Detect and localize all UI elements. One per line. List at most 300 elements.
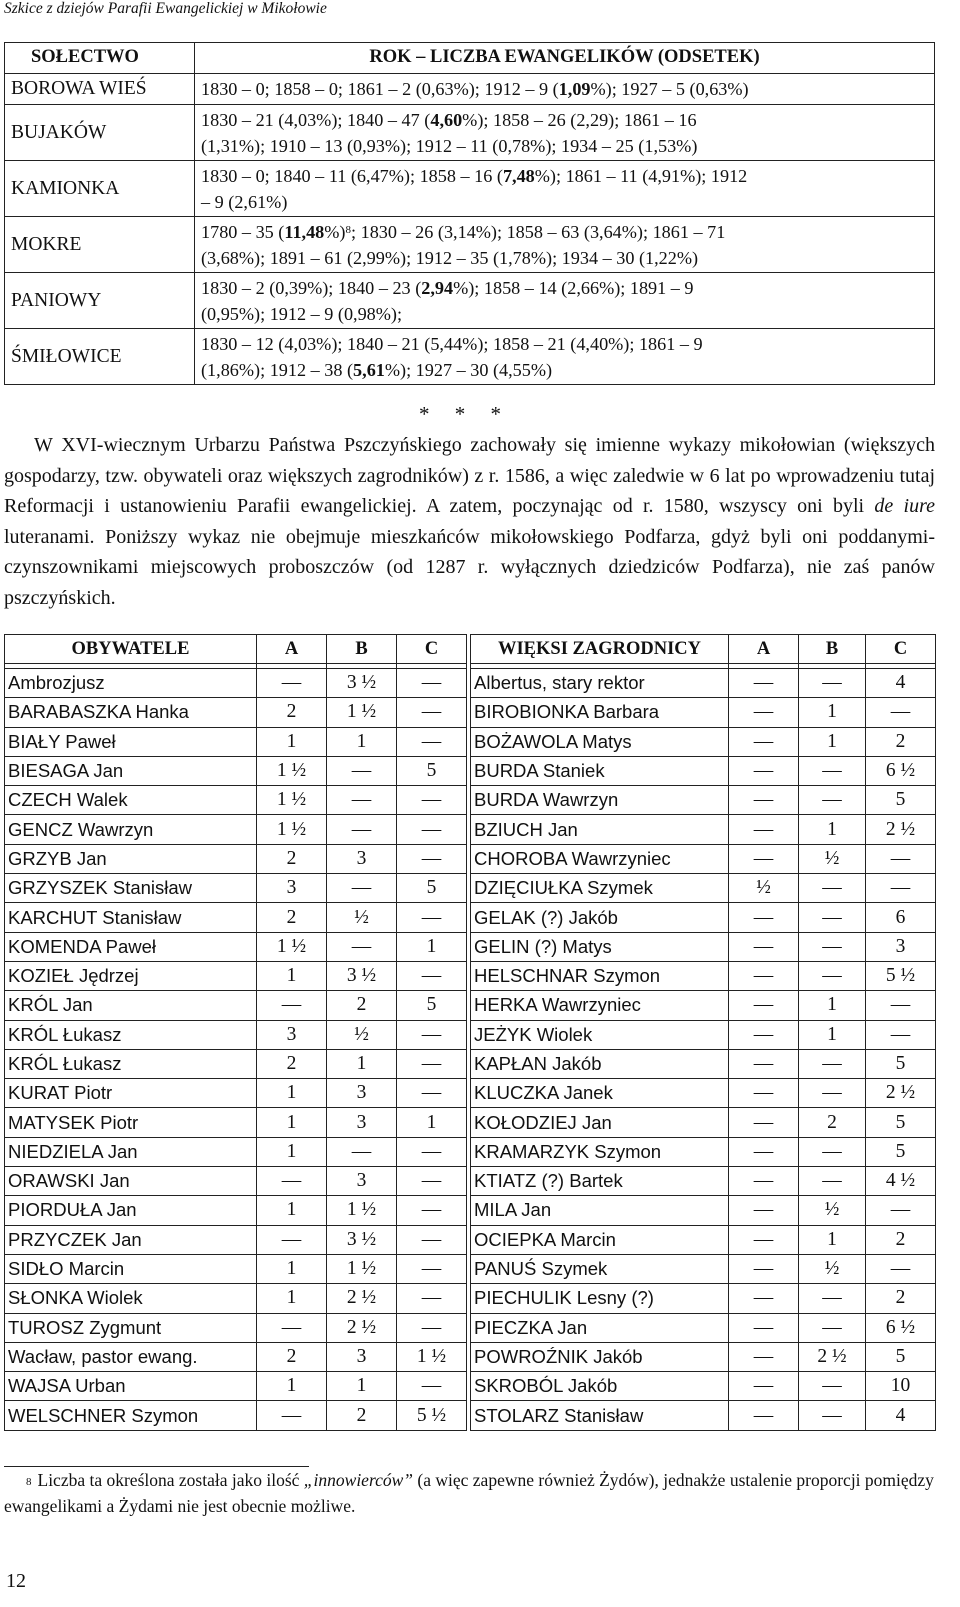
village-name: MOKRE xyxy=(5,217,195,273)
citizen-row xyxy=(5,1254,467,1283)
citizen-value-b: 1 xyxy=(327,1372,397,1401)
citizen-value-c: — xyxy=(397,903,467,932)
smallholder-value-c: — xyxy=(866,1196,936,1225)
smallholder-value-b: — xyxy=(799,903,866,932)
village-name: ŚMIŁOWICE xyxy=(5,329,195,385)
citizen-row xyxy=(5,1108,467,1137)
smallholder-value-b: — xyxy=(799,1313,866,1342)
citizen-header-b: B xyxy=(327,635,397,664)
smallholder-value-a: — xyxy=(729,1313,799,1342)
footnote xyxy=(4,1467,934,1519)
citizen-name: KRÓL Łukasz xyxy=(5,1049,257,1078)
village-values: 1830 – 2 (0,39%); 1840 – 23 (2,94%); 1858 – 14 (2,66%); 1891 – 9 (0,95%); 1912 – 9 (0,98%); xyxy=(195,273,935,329)
citizen-value-b: 1 ½ xyxy=(327,1196,397,1225)
smallholder-name: PIECHULIK Lesny (?) xyxy=(471,1284,729,1313)
citizen-value-b: 3 xyxy=(327,1079,397,1108)
smallholder-value-a: — xyxy=(729,1049,799,1078)
smallholder-name: HERKA Wawrzyniec xyxy=(471,991,729,1020)
citizen-name: WELSCHNER Szymon xyxy=(5,1401,257,1430)
smallholder-name: DZIĘCIUŁKA Szymek xyxy=(471,874,729,903)
citizen-value-c: 5 xyxy=(397,991,467,1020)
citizen-value-c: — xyxy=(397,1020,467,1049)
citizen-value-a: 1 xyxy=(257,1372,327,1401)
citizen-value-b: 1 ½ xyxy=(327,1254,397,1283)
smallholder-value-b: — xyxy=(799,961,866,990)
citizen-value-c: — xyxy=(397,844,467,873)
citizen-row xyxy=(5,669,467,698)
citizen-name: KOZIEŁ Jędrzej xyxy=(5,961,257,990)
citizen-value-a: 3 xyxy=(257,874,327,903)
citizen-row xyxy=(5,1167,467,1196)
smallholder-row xyxy=(471,756,936,785)
smallholders-header-row xyxy=(471,635,936,664)
village-name: BUJAKÓW xyxy=(5,105,195,161)
smallholder-value-b: — xyxy=(799,1049,866,1078)
citizen-value-b: 3 xyxy=(327,1108,397,1137)
smallholder-value-b: — xyxy=(799,1079,866,1108)
smallholder-value-a: — xyxy=(729,1372,799,1401)
citizen-value-b: 3 ½ xyxy=(327,1225,397,1254)
citizen-value-a: 1 ½ xyxy=(257,786,327,815)
citizen-value-c: 5 ½ xyxy=(397,1401,467,1430)
smallholder-row xyxy=(471,815,936,844)
smallholder-value-b: — xyxy=(799,786,866,815)
smallholder-name: PANUŚ Szymek xyxy=(471,1254,729,1283)
smallholder-value-b: — xyxy=(799,1284,866,1313)
citizen-header-name: OBYWATELE xyxy=(5,635,257,664)
citizen-value-c: 5 xyxy=(397,874,467,903)
citizen-name: Wacław, pastor ewang. xyxy=(5,1342,257,1371)
smallholder-value-b: — xyxy=(799,1401,866,1430)
smallholder-value-a: — xyxy=(729,1020,799,1049)
smallholder-header-b: B xyxy=(799,635,866,664)
smallholder-value-c: 5 xyxy=(866,1137,936,1166)
smallholder-value-c: 2 ½ xyxy=(866,815,936,844)
smallholder-value-b: 1 xyxy=(799,727,866,756)
citizen-value-a: 1 xyxy=(257,1284,327,1313)
smallholder-value-a: — xyxy=(729,727,799,756)
smallholder-value-a: — xyxy=(729,1167,799,1196)
smallholder-row xyxy=(471,1049,936,1078)
smallholder-value-c: — xyxy=(866,874,936,903)
smallholder-value-a: — xyxy=(729,786,799,815)
column-header-village: SOŁECTWO xyxy=(5,43,195,74)
citizen-value-b: 3 ½ xyxy=(327,669,397,698)
citizen-value-b: — xyxy=(327,815,397,844)
smallholder-value-a: — xyxy=(729,932,799,961)
page-number: 12 xyxy=(6,1570,26,1592)
citizen-name: ORAWSKI Jan xyxy=(5,1167,257,1196)
citizen-row xyxy=(5,1225,467,1254)
citizen-header-a: A xyxy=(257,635,327,664)
smallholder-row xyxy=(471,669,936,698)
citizen-value-b: — xyxy=(327,786,397,815)
smallholder-row xyxy=(471,1313,936,1342)
citizen-row xyxy=(5,1401,467,1430)
citizen-row xyxy=(5,1137,467,1166)
smallholder-name: SKROBÓL Jakób xyxy=(471,1372,729,1401)
smallholder-row xyxy=(471,1167,936,1196)
smallholder-name: KTIATZ (?) Bartek xyxy=(471,1167,729,1196)
smallholder-value-c: 2 xyxy=(866,1225,936,1254)
citizen-value-b: — xyxy=(327,932,397,961)
smallholder-row xyxy=(471,727,936,756)
smallholder-value-c: 5 xyxy=(866,786,936,815)
citizen-value-b: 3 ½ xyxy=(327,961,397,990)
citizen-name: BARABASZKA Hanka xyxy=(5,698,257,727)
village-values: 1830 – 0; 1840 – 11 (6,47%); 1858 – 16 (7,48%); 1861 – 11 (4,91%); 1912 – 9 (2,61%) xyxy=(195,161,935,217)
village-row xyxy=(5,217,935,273)
smallholder-name: OCIEPKA Marcin xyxy=(471,1225,729,1254)
citizen-value-c: — xyxy=(397,786,467,815)
citizen-value-c: — xyxy=(397,1225,467,1254)
citizen-name: PRZYCZEK Jan xyxy=(5,1225,257,1254)
smallholder-value-b: ½ xyxy=(799,1254,866,1283)
citizens-table xyxy=(4,634,467,1431)
citizen-value-c: 1 xyxy=(397,932,467,961)
citizen-value-b: 1 xyxy=(327,1049,397,1078)
citizen-value-a: 1 xyxy=(257,1137,327,1166)
citizen-header-c: C xyxy=(397,635,467,664)
citizen-value-a: 1 ½ xyxy=(257,932,327,961)
citizen-value-c: — xyxy=(397,1167,467,1196)
smallholder-value-a: — xyxy=(729,1137,799,1166)
smallholder-value-a: — xyxy=(729,1401,799,1430)
smallholder-value-c: 4 ½ xyxy=(866,1167,936,1196)
citizen-name: MATYSEK Piotr xyxy=(5,1108,257,1137)
smallholder-value-c: 5 ½ xyxy=(866,961,936,990)
citizen-value-a: 2 xyxy=(257,844,327,873)
smallholders-table xyxy=(470,634,936,1431)
citizen-value-b: — xyxy=(327,756,397,785)
village-row xyxy=(5,273,935,329)
citizen-value-b: 3 xyxy=(327,1167,397,1196)
smallholder-name: KAPŁAN Jakób xyxy=(471,1049,729,1078)
smallholder-value-c: — xyxy=(866,698,936,727)
smallholder-value-b: ½ xyxy=(799,1196,866,1225)
citizen-row xyxy=(5,1342,467,1371)
smallholder-name: BURDA Staniek xyxy=(471,756,729,785)
smallholder-row xyxy=(471,874,936,903)
citizen-value-a: 1 ½ xyxy=(257,815,327,844)
smallholder-value-a: — xyxy=(729,1225,799,1254)
citizen-name: SŁONKA Wiolek xyxy=(5,1284,257,1313)
smallholder-name: CHOROBA Wawrzyniec xyxy=(471,844,729,873)
citizen-row xyxy=(5,727,467,756)
citizen-value-b: — xyxy=(327,1137,397,1166)
smallholder-value-a: — xyxy=(729,756,799,785)
smallholder-row xyxy=(471,1342,936,1371)
citizen-value-c: — xyxy=(397,1372,467,1401)
smallholder-name: BURDA Wawrzyn xyxy=(471,786,729,815)
smallholder-value-b: 2 xyxy=(799,1108,866,1137)
smallholder-value-a: — xyxy=(729,1254,799,1283)
citizen-value-c: — xyxy=(397,1137,467,1166)
citizen-value-c: 1 ½ xyxy=(397,1342,467,1371)
smallholder-value-a: — xyxy=(729,1196,799,1225)
citizen-value-c: — xyxy=(397,1254,467,1283)
smallholder-name: KOŁODZIEJ Jan xyxy=(471,1108,729,1137)
smallholder-value-a: — xyxy=(729,1079,799,1108)
smallholder-value-a: — xyxy=(729,991,799,1020)
footnote-mark: 8 xyxy=(26,1476,32,1488)
smallholder-value-b: — xyxy=(799,932,866,961)
smallholder-value-c: 4 xyxy=(866,669,936,698)
citizen-row xyxy=(5,991,467,1020)
citizen-row xyxy=(5,874,467,903)
citizen-row xyxy=(5,961,467,990)
citizen-value-b: 2 ½ xyxy=(327,1313,397,1342)
footnote-text: Liczba ta określona została jako ilość „innowierców” (a więc zapewne również Żydów), jednakże ustalenie proporcji pomiędzy ewangelikami a Żydami nie jest obecnie możliwe. xyxy=(4,1470,934,1516)
running-title: Szkice z dziejów Parafii Ewangelickiej w Mikołowie xyxy=(4,0,327,17)
smallholder-row xyxy=(471,1137,936,1166)
citizen-name: CZECH Walek xyxy=(5,786,257,815)
paragraph-text: W XVI-wiecznym Urbarzu Państwa Pszczyńskiego zachowały się imienne wykazy mikołowian (większych gospodarzy, tzw. obywateli oraz większych zagrodników) z r. 1586, a więc zaledwie w 6 lat po wprowadzeniu tutaj Reformacji i ustanowieniu Parafii ewangelickiej. A zatem, poczynając od r. 1580, wszyscy oni byli de iure luteranami. Poniższy wykaz nie obejmuje mieszkańców mikołowskiego Podfarza, gdyż byli oni poddanymi-czynszownikami miejscowych proboszczów (od 1287 r. wyłącznych dziedziców Podfarza), nie zaś panów pszczyńskich. xyxy=(4,434,935,609)
smallholder-value-b: — xyxy=(799,874,866,903)
smallholder-value-a: — xyxy=(729,815,799,844)
body-paragraph xyxy=(4,430,935,614)
citizen-name: NIEDZIELA Jan xyxy=(5,1137,257,1166)
smallholder-name: GELAK (?) Jakób xyxy=(471,903,729,932)
smallholder-name: BIROBIONKA Barbara xyxy=(471,698,729,727)
citizen-value-a: 1 xyxy=(257,1254,327,1283)
smallholder-header-a: A xyxy=(729,635,799,664)
village-row xyxy=(5,74,935,105)
citizen-name: WAJSA Urban xyxy=(5,1372,257,1401)
smallholder-value-b: 1 xyxy=(799,1225,866,1254)
smallholder-value-b: — xyxy=(799,1167,866,1196)
smallholder-value-a: — xyxy=(729,698,799,727)
smallholder-value-a: — xyxy=(729,961,799,990)
village-values: 1830 – 21 (4,03%); 1840 – 47 (4,60%); 1858 – 26 (2,29); 1861 – 16 (1,31%); 1910 – 13 (0,93%); 1912 – 11 (0,78%); 1934 – 25 (1,53%) xyxy=(195,105,935,161)
smallholder-value-b: 1 xyxy=(799,698,866,727)
citizen-name: TUROSZ Zygmunt xyxy=(5,1313,257,1342)
smallholder-name: HELSCHNAR Szymon xyxy=(471,961,729,990)
citizen-value-c: — xyxy=(397,815,467,844)
citizen-value-b: 1 xyxy=(327,727,397,756)
citizen-value-c: 1 xyxy=(397,1108,467,1137)
smallholder-name: KRAMARZYK Szymon xyxy=(471,1137,729,1166)
citizen-row xyxy=(5,903,467,932)
citizen-value-b: 2 xyxy=(327,991,397,1020)
citizen-value-c: — xyxy=(397,669,467,698)
village-name: BOROWA WIEŚ xyxy=(5,74,195,105)
smallholder-row xyxy=(471,844,936,873)
smallholder-value-c: — xyxy=(866,1020,936,1049)
citizen-row xyxy=(5,756,467,785)
citizen-value-a: 3 xyxy=(257,1020,327,1049)
smallholder-row xyxy=(471,991,936,1020)
citizen-value-c: 5 xyxy=(397,756,467,785)
smallholder-value-c: 2 xyxy=(866,727,936,756)
smallholder-value-c: 2 ½ xyxy=(866,1079,936,1108)
smallholder-row xyxy=(471,1108,936,1137)
citizen-name: KOMENDA Paweł xyxy=(5,932,257,961)
citizen-value-c: — xyxy=(397,961,467,990)
smallholder-value-c: 5 xyxy=(866,1342,936,1371)
smallholder-row xyxy=(471,698,936,727)
smallholder-name: BZIUCH Jan xyxy=(471,815,729,844)
citizen-value-a: 1 xyxy=(257,727,327,756)
smallholder-value-c: 3 xyxy=(866,932,936,961)
village-name: PANIOWY xyxy=(5,273,195,329)
citizen-value-c: — xyxy=(397,1284,467,1313)
citizen-row xyxy=(5,1372,467,1401)
citizen-value-b: — xyxy=(327,874,397,903)
citizen-value-a: — xyxy=(257,991,327,1020)
smallholder-header-c: C xyxy=(866,635,936,664)
citizen-value-b: ½ xyxy=(327,1020,397,1049)
smallholder-row xyxy=(471,932,936,961)
citizen-value-c: — xyxy=(397,1196,467,1225)
smallholder-value-a: — xyxy=(729,1284,799,1313)
smallholder-value-a: — xyxy=(729,669,799,698)
smallholder-header-name: WIĘKSI ZAGRODNICY xyxy=(471,635,729,664)
village-evangelicals-table xyxy=(4,42,935,385)
citizen-value-a: 2 xyxy=(257,1342,327,1371)
smallholder-value-b: — xyxy=(799,756,866,785)
citizen-name: Ambrozjusz xyxy=(5,669,257,698)
smallholder-name: MILA Jan xyxy=(471,1196,729,1225)
smallholder-value-c: 6 xyxy=(866,903,936,932)
citizen-value-c: — xyxy=(397,1049,467,1078)
smallholder-row xyxy=(471,1225,936,1254)
smallholder-row xyxy=(471,1401,936,1430)
smallholder-value-a: ½ xyxy=(729,874,799,903)
smallholder-value-b: 1 xyxy=(799,991,866,1020)
smallholder-name: STOLARZ Stanisław xyxy=(471,1401,729,1430)
smallholder-value-c: 6 ½ xyxy=(866,1313,936,1342)
smallholder-row xyxy=(471,1372,936,1401)
village-values: 1830 – 0; 1858 – 0; 1861 – 2 (0,63%); 1912 – 9 (1,09%); 1927 – 5 (0,63%) xyxy=(195,74,935,105)
citizens-rows xyxy=(5,664,467,1431)
smallholder-row xyxy=(471,1020,936,1049)
column-header-year-count: ROK – LICZBA EWANGELIKÓW (ODSETEK) xyxy=(195,43,935,74)
citizen-name: KRÓL Jan xyxy=(5,991,257,1020)
citizen-row xyxy=(5,1049,467,1078)
citizen-value-a: 2 xyxy=(257,698,327,727)
citizen-value-a: — xyxy=(257,1167,327,1196)
village-row xyxy=(5,329,935,385)
citizen-row xyxy=(5,1313,467,1342)
citizen-value-c: — xyxy=(397,698,467,727)
citizen-name: BIESAGA Jan xyxy=(5,756,257,785)
citizen-row xyxy=(5,932,467,961)
citizen-row xyxy=(5,1079,467,1108)
village-row xyxy=(5,105,935,161)
citizen-value-a: — xyxy=(257,669,327,698)
village-rows xyxy=(5,74,935,385)
citizen-value-a: 1 xyxy=(257,961,327,990)
citizen-row xyxy=(5,786,467,815)
citizen-value-a: 2 xyxy=(257,903,327,932)
citizen-name: KURAT Piotr xyxy=(5,1079,257,1108)
smallholder-value-c: 4 xyxy=(866,1401,936,1430)
smallholder-name: POWROŹNIK Jakób xyxy=(471,1342,729,1371)
citizen-value-a: 2 xyxy=(257,1049,327,1078)
smallholder-value-a: — xyxy=(729,1342,799,1371)
smallholder-value-b: 1 xyxy=(799,815,866,844)
citizen-value-a: 1 xyxy=(257,1079,327,1108)
village-values: 1830 – 12 (4,03%); 1840 – 21 (5,44%); 1858 – 21 (4,40%); 1861 – 9 (1,86%); 1912 – 38 (5,61%); 1927 – 30 (4,55%) xyxy=(195,329,935,385)
citizen-value-a: — xyxy=(257,1225,327,1254)
citizen-value-a: 1 ½ xyxy=(257,756,327,785)
smallholder-name: PIECZKA Jan xyxy=(471,1313,729,1342)
citizen-value-b: 1 ½ xyxy=(327,698,397,727)
smallholder-value-c: 5 xyxy=(866,1049,936,1078)
smallholder-value-a: — xyxy=(729,1108,799,1137)
smallholder-value-c: — xyxy=(866,844,936,873)
smallholder-value-b: — xyxy=(799,1137,866,1166)
citizens-header-row xyxy=(5,635,467,664)
smallholder-value-b: — xyxy=(799,669,866,698)
citizen-name: PIORDUŁA Jan xyxy=(5,1196,257,1225)
smallholder-row xyxy=(471,1254,936,1283)
citizen-value-c: — xyxy=(397,1079,467,1108)
smallholder-value-c: — xyxy=(866,1254,936,1283)
smallholder-value-b: ½ xyxy=(799,844,866,873)
citizen-name: BIAŁY Paweł xyxy=(5,727,257,756)
citizen-row xyxy=(5,844,467,873)
village-values: 1780 – 35 $(11,48\%)^8$; 1830 – 26 (3,14%); 1858 – 63 (3,64%); 1861 – 71 (3,68%); 1891 – 61 (2,99%); 1912 – 35 (1,78%); 1934 – 30 (1,22%) xyxy=(195,217,935,273)
smallholder-value-a: — xyxy=(729,844,799,873)
smallholder-row xyxy=(471,786,936,815)
citizen-name: SIDŁO Marcin xyxy=(5,1254,257,1283)
smallholder-row xyxy=(471,1079,936,1108)
citizen-value-b: 2 xyxy=(327,1401,397,1430)
citizen-name: KARCHUT Stanisław xyxy=(5,903,257,932)
citizen-value-a: — xyxy=(257,1313,327,1342)
smallholder-row xyxy=(471,961,936,990)
citizen-row xyxy=(5,815,467,844)
smallholder-value-b: — xyxy=(799,1372,866,1401)
smallholder-row xyxy=(471,1196,936,1225)
citizen-name: GENCZ Wawrzyn xyxy=(5,815,257,844)
citizen-value-a: 1 xyxy=(257,1108,327,1137)
smallholder-value-b: 1 xyxy=(799,1020,866,1049)
citizen-value-b: ½ xyxy=(327,903,397,932)
citizen-name: KRÓL Łukasz xyxy=(5,1020,257,1049)
smallholder-name: GELIN (?) Matys xyxy=(471,932,729,961)
citizen-row xyxy=(5,698,467,727)
smallholder-row xyxy=(471,903,936,932)
smallholder-value-c: — xyxy=(866,991,936,1020)
smallholder-value-a: — xyxy=(729,903,799,932)
citizen-name: GRZYB Jan xyxy=(5,844,257,873)
citizen-name: GRZYSZEK Stanisław xyxy=(5,874,257,903)
village-row xyxy=(5,161,935,217)
smallholder-row xyxy=(471,1284,936,1313)
citizen-row xyxy=(5,1196,467,1225)
smallholder-name: KLUCZKA Janek xyxy=(471,1079,729,1108)
citizen-value-b: 3 xyxy=(327,1342,397,1371)
citizen-row xyxy=(5,1284,467,1313)
smallholder-value-b: 2 ½ xyxy=(799,1342,866,1371)
smallholder-name: JEŻYK Wiolek xyxy=(471,1020,729,1049)
citizen-value-a: 1 xyxy=(257,1196,327,1225)
citizen-value-a: — xyxy=(257,1401,327,1430)
smallholders-rows xyxy=(471,664,936,1431)
smallholder-name: Albertus, stary rektor xyxy=(471,669,729,698)
village-name: KAMIONKA xyxy=(5,161,195,217)
smallholder-value-c: 2 xyxy=(866,1284,936,1313)
citizen-value-b: 2 ½ xyxy=(327,1284,397,1313)
citizen-row xyxy=(5,1020,467,1049)
citizen-value-b: 3 xyxy=(327,844,397,873)
smallholder-value-c: 10 xyxy=(866,1372,936,1401)
section-separator: * * * xyxy=(419,402,511,426)
citizen-value-c: — xyxy=(397,1313,467,1342)
